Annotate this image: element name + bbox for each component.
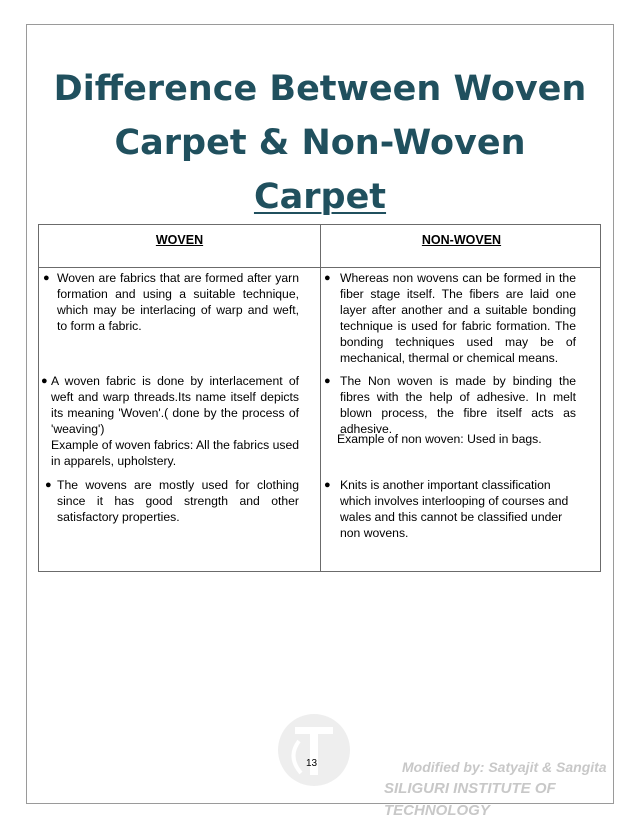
non-woven-point-2-text: The Non woven is made by binding the fibres with the help of adhesive. In melt blown process, the fibre itself acts as adhesive. <box>340 374 576 436</box>
header-non-woven: NON-WOVEN <box>421 233 502 247</box>
watermark <box>384 756 638 822</box>
non-woven-point-1 <box>324 270 576 366</box>
comparison-table <box>38 224 601 572</box>
woven-point-1 <box>43 270 299 334</box>
watermark-line-1: Modified by: Satyajit & Sangita <box>402 759 607 775</box>
header-woven: WOVEN <box>155 233 204 247</box>
bullet-icon: ● <box>324 272 331 284</box>
non-woven-example: Example of non woven: Used in bags. <box>337 432 542 446</box>
woven-point-3 <box>45 477 299 525</box>
page-number: 13 <box>306 758 318 769</box>
title-line-3: Carpet <box>253 177 387 217</box>
non-woven-point-3-text: Knits is another important classification which involves interlooping of courses and wales and this cannot be classified under non wovens. <box>340 478 569 540</box>
woven-example: Example of woven fabrics: All the fabrics used in apparels, upholstery. <box>51 438 299 468</box>
page-title <box>26 62 614 224</box>
title-line-1: Difference Between Woven <box>53 69 587 109</box>
bullet-icon: ● <box>324 375 331 387</box>
bullet-icon: ● <box>43 272 50 284</box>
bullet-icon: ● <box>41 375 48 387</box>
title-line-2: Carpet & Non-Woven <box>114 123 526 163</box>
header-divider <box>39 267 600 268</box>
woven-point-2 <box>41 373 299 437</box>
bullet-icon: ● <box>45 479 52 491</box>
bullet-icon: ● <box>324 479 331 491</box>
non-woven-point-2 <box>324 373 576 437</box>
non-woven-point-1-text: Whereas non wovens can be formed in the fiber stage itself. The fibers are laid one layer after another and a suitable bonding technique is used for fabric formation. The bonding techniques used may be of mechanical, thermal or chemical means. <box>340 271 576 365</box>
watermark-line-2: SILIGURI INSTITUTE OF TECHNOLOGY <box>384 780 556 819</box>
woven-point-3-text: The wovens are mostly used for clothing since it has good strength and other satisfactory properties. <box>57 478 299 524</box>
woven-point-1-text: Woven are fabrics that are formed after yarn formation and using a suitable technique, which may be interlacing of warp and weft, to form a fabric. <box>57 271 299 333</box>
institute-logo-icon <box>277 713 351 787</box>
column-divider <box>320 225 321 571</box>
woven-point-2-text: A woven fabric is done by interlacement of weft and warp threads.Its name itself depicts its meaning 'Woven'.( done by the process of 'weaving') <box>51 374 299 436</box>
non-woven-point-3 <box>324 477 574 541</box>
